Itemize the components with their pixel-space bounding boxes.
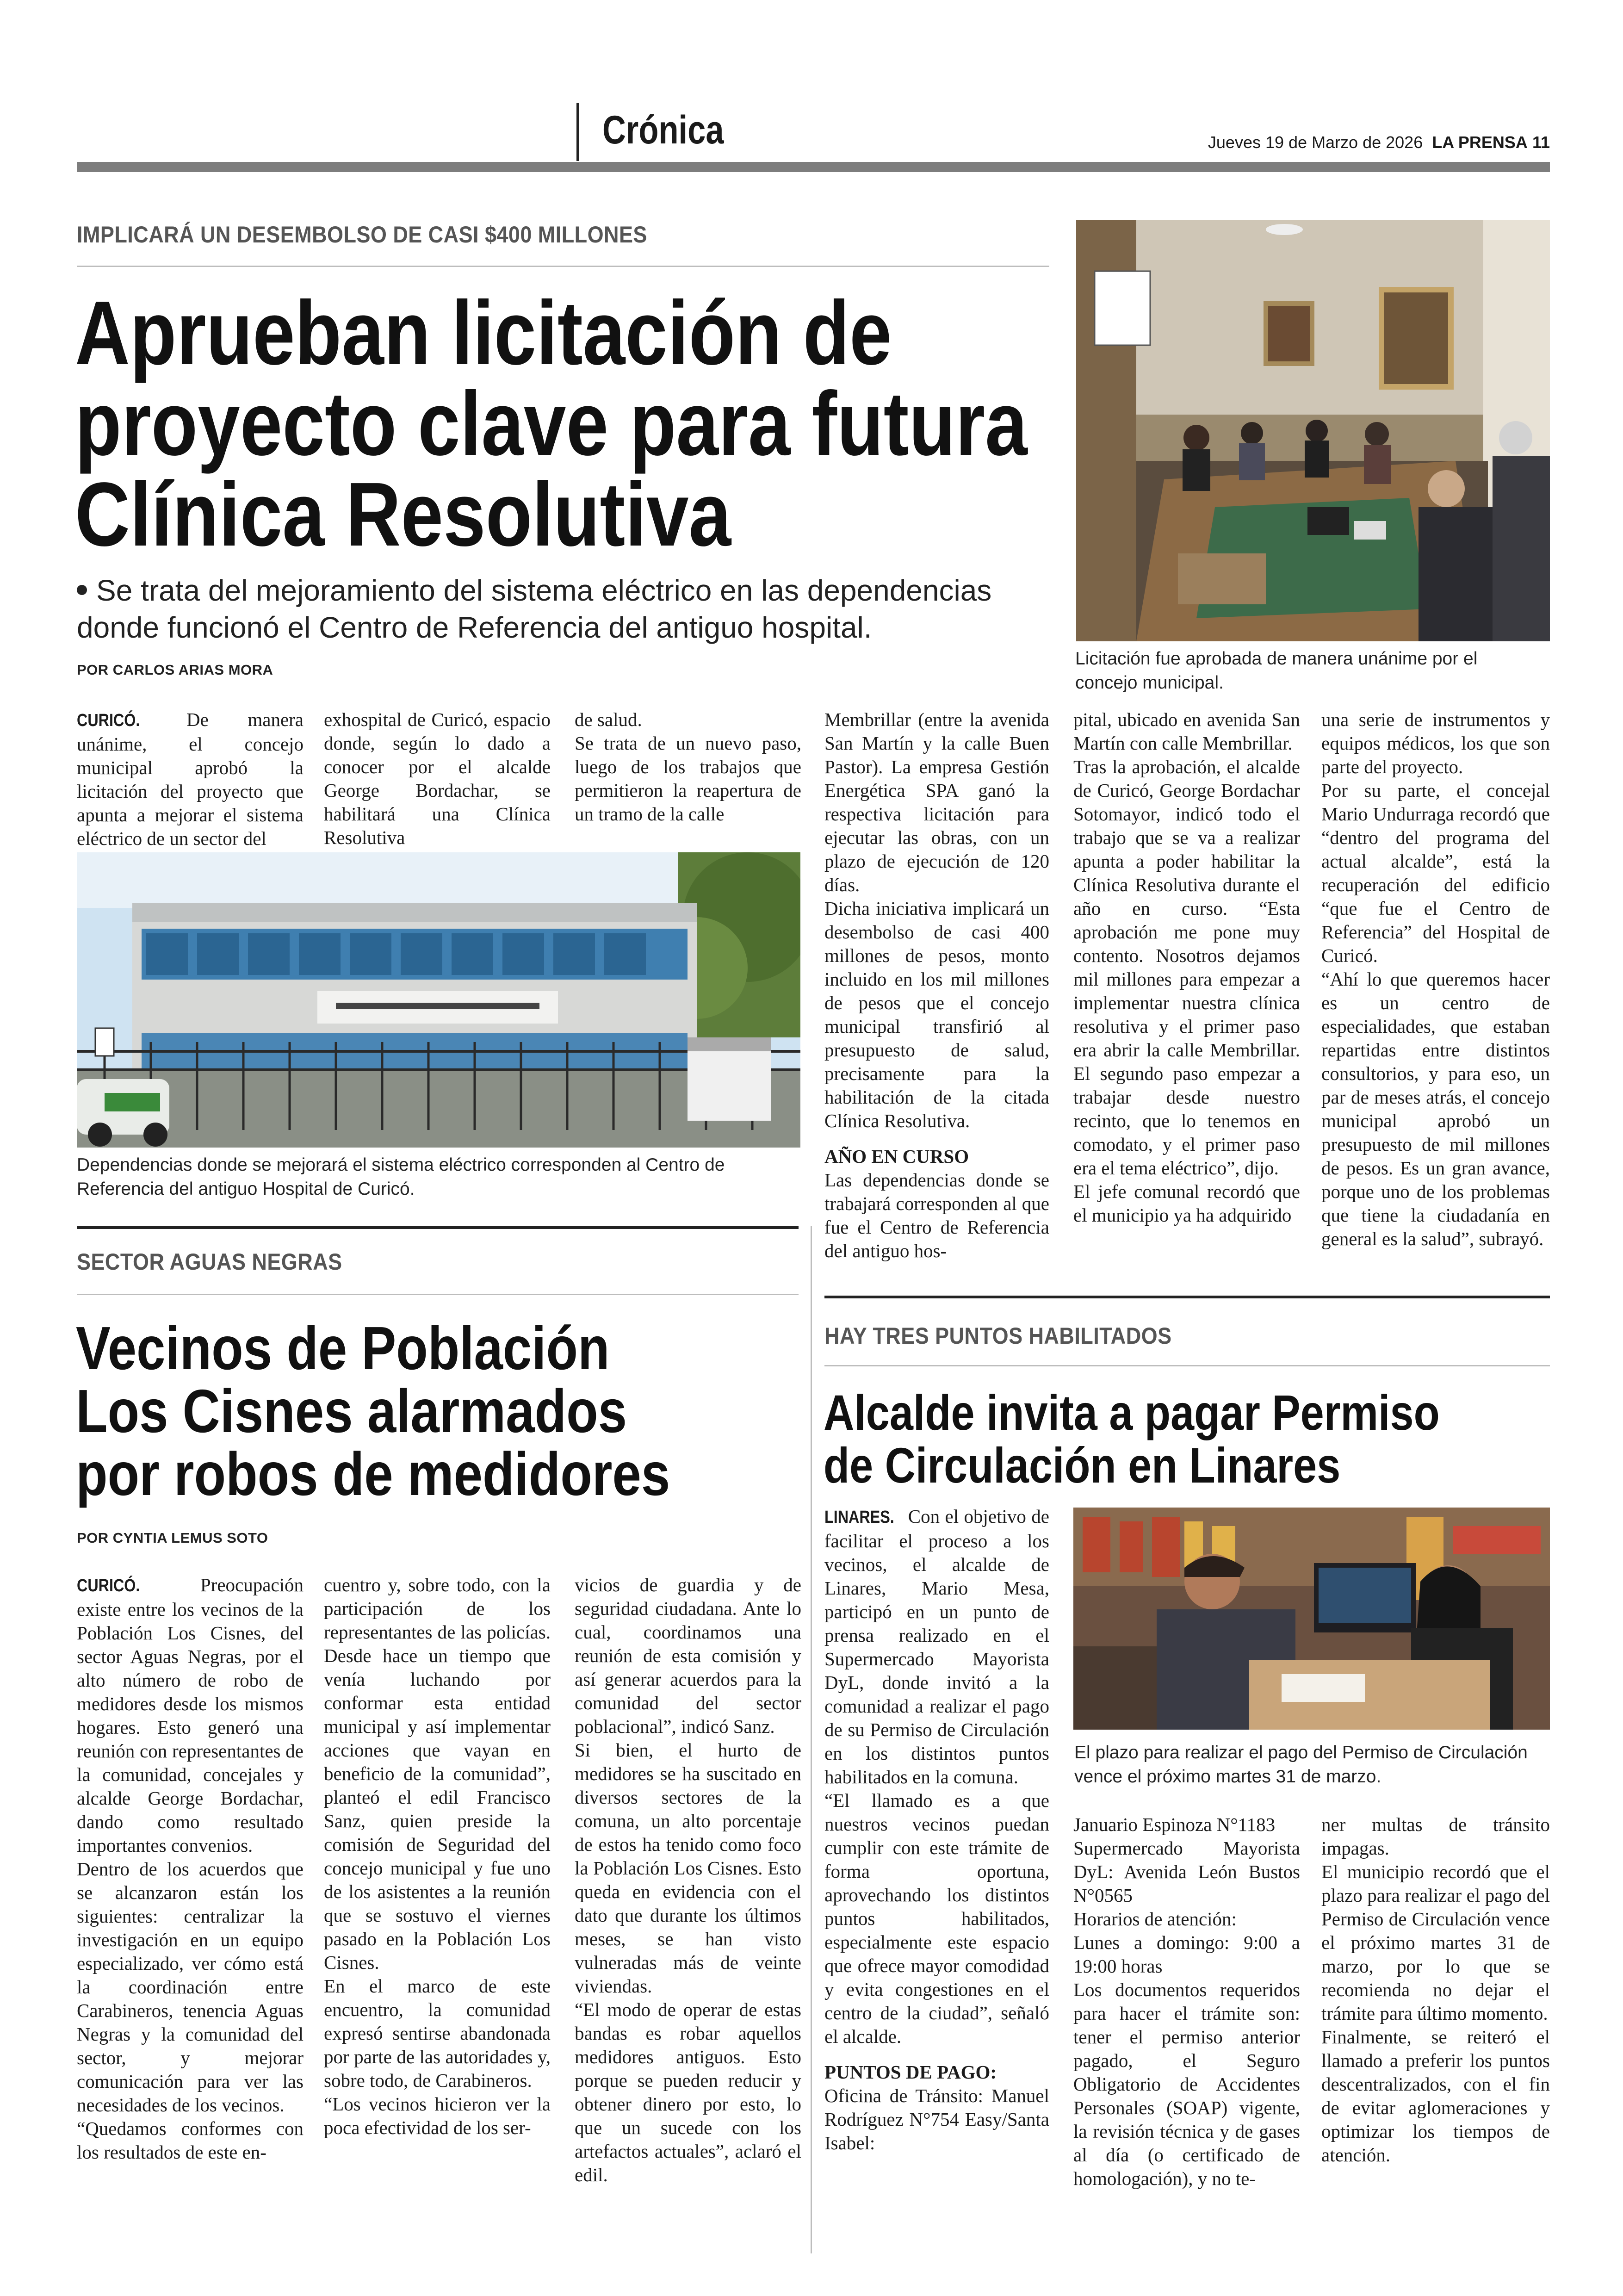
paragraph: Preocupación existe entre los vecinos de la Población Los Cisnes, del sector Aguas Negras, por el alto número de robo de medidores desde los mismos hogares. Esto generó una reunión con representantes de la comunidad, concejales y alcalde George Bordachar, dando como resultado importantes convenios. — [77, 1574, 304, 1856]
issue-date: Jueves 19 de Marzo de 2026 — [1208, 133, 1423, 152]
page-number: 11 — [1532, 133, 1550, 152]
article2-headline — [76, 1314, 816, 1508]
article1-col4 — [824, 708, 1049, 1263]
dateline: LINARES. — [824, 1508, 894, 1527]
article1-subhead: AÑO EN CURSO — [824, 1146, 969, 1167]
paragraph: Dentro de los acuerdos que se alcanzaron están los siguientes: centralizar la investigación en un equipo especializado, ver cómo está la coordinación entre Carabineros, tenencia Aguas Negras y la comunidad del sector, y mejorar comunicación para ver las necesidades de los vecinos. — [77, 1858, 304, 2116]
article3-kicker: HAY TRES PUNTOS HABILITADOS — [824, 1323, 1172, 1349]
paragraph: “Quedamos conformes con los resultados de este en- — [77, 2118, 304, 2163]
paragraph: De manera unánime, el concejo municipal aprobó la licitación del proyecto que apunta a mejorar el sistema eléctrico de un sector del — [77, 709, 304, 849]
headline-line: de Circulación en Linares — [824, 1437, 1341, 1493]
paragraph: Horarios de atención: — [1073, 1908, 1237, 1930]
paragraph: Dicha iniciativa implicará un desembolso de casi 400 millones de pesos, monto incluido en los mil millones de pesos que el concejo municipal transfirió al presupuesto de salud, precisamente para la habilitación de la citada Clínica Resolutiva. — [824, 898, 1049, 1131]
article3-subhead: PUNTOS DE PAGO: — [824, 2061, 997, 2083]
paragraph: Con el objetivo de facilitar el proceso a los vecinos, el alcalde de Linares, Mario Mesa, participó en un punto de prensa realizado en el Supermercado Mayorista DyL, donde invitó a la comunidad a realizar el pago de su Permiso de Circulación en los distintos puntos habilitados en la comuna. — [824, 1506, 1049, 1787]
paragraph: Supermercado Mayorista DyL: Avenida León Bustos N°0565 — [1073, 1837, 1300, 1906]
hospital-building-photo — [77, 852, 800, 1148]
paragraph: “El llamado es a que nuestros vecinos puedan cumplir con este trámite de forma oportuna, aprovechando los distintos puntos habilitados, especialmente este espacio que ofrece mayor comodidad y evita congestiones en el centro de la ciudad”, señaló el alcalde. — [824, 1790, 1049, 2047]
article1-kicker: IMPLICARÁ UN DESEMBOLSO DE CASI $400 MILLONES — [77, 222, 647, 248]
article1-col3 — [575, 708, 801, 826]
paragraph: Se trata de un nuevo paso, luego de los trabajos que permitieron la reapertura de un tramo de la calle — [575, 732, 801, 825]
paragraph: Januario Espinoza N°1183 — [1073, 1814, 1276, 1835]
paragraph: ner multas de tránsito impagas. — [1321, 1814, 1550, 1859]
paragraph: Finalmente, se reiteró el llamado a preferir los puntos descentralizados, con el fin de evitar aglomeraciones y optimizar los tiempos de atención. — [1321, 2026, 1550, 2166]
dateline: CURICÓ. — [77, 711, 140, 730]
paragraph: Los documentos requeridos para hacer el trámite son: tener el permiso anterior pagado, el Seguro Obligatorio de Accidentes Personales (SOAP) vigente, la revisión técnica y de gases al día (o certificado de homologación), y no te- — [1073, 1979, 1300, 2189]
paragraph: una serie de instrumentos y equipos médicos, los que son parte del proyecto. — [1321, 709, 1550, 777]
bullet-icon — [77, 585, 87, 595]
headline-line: Alcalde invita a pagar Permiso — [824, 1384, 1440, 1440]
headline-line: Vecinos de Población — [76, 1314, 610, 1382]
building-photo-caption: Dependencias donde se mejorará el sistema eléctrico corresponden al Centro de Referencia del antiguo Hospital de Curicó. — [77, 1155, 725, 1199]
article1-lead — [77, 572, 1058, 646]
article3-col3 — [1321, 1813, 1550, 2167]
section-name: Crónica — [602, 108, 724, 152]
kicker-rule — [77, 266, 1049, 267]
paragraph: “Ahí lo que queremos hacer es un centro de especialidades, que estaban repartidas entre distintos consultorios, y para eso, un par de meses atrás, el concejo municipal aprobó un presupuesto de mil millones de pesos. Es un gran avance, porque uno de los problemas que tiene la ciudadanía en general es la salud”, subrayó. — [1321, 968, 1550, 1249]
headline-line: Los Cisnes alarmados — [76, 1377, 627, 1445]
kicker-rule — [824, 1365, 1550, 1366]
paragraph: cuentro y, sobre todo, con la participación de los representantes de las policías. Desde hace un tiempo que venía luchando por conformar esta entidad municipal y así implementar acciones que vayan en beneficio de la comunidad”, planteó el edil Francisco Sanz, quien preside la comisión de Seguridad del concejo municipal y fue uno de los asistentes a la reunión que se sostuvo el viernes pasado en la Población Los Cisnes. — [324, 1574, 551, 1973]
paragraph: En el marco de este encuentro, la comunidad expresó sentirse abandonada por parte de las autoridades y, sobre todo, de Carabineros. — [324, 1975, 551, 2091]
kicker-rule — [77, 1294, 799, 1295]
paragraph: “Los vecinos hicieron ver la poca efectividad de los ser- — [324, 2093, 551, 2138]
paragraph: exhospital de Curicó, espacio donde, según lo dado a conocer por el alcalde George Bordachar, se habilitará una Clínica Resolutiva — [324, 709, 551, 848]
article3-col2 — [1073, 1813, 1300, 2191]
article1-col1 — [77, 708, 304, 850]
paragraph: Por su parte, el concejal Mario Undurraga recordó que “dentro del programa del actual alcalde”, está la recuperación del edificio “que fue el Centro de Referencia” del Hospital de Curicó. — [1321, 780, 1550, 966]
newspaper-name: LA PRENSA — [1432, 133, 1528, 152]
council-photo-caption: Licitación fue aprobada de manera unánime por el concejo municipal. — [1075, 649, 1478, 693]
paragraph: pital, ubicado en avenida San Martín con calle Membrillar. — [1073, 709, 1300, 754]
paragraph: Las dependencias donde se trabajará corresponden al que fue el Centro de Referencia del antiguo hos- — [824, 1169, 1049, 1261]
article1-col5 — [1073, 708, 1300, 1227]
headline-line: proyecto clave para futura — [75, 373, 1028, 474]
article2-col1 — [77, 1573, 304, 2164]
article3-col1 — [824, 1505, 1049, 2155]
council-meeting-photo — [1076, 220, 1550, 641]
paragraph: El jefe comunal recordó que el municipio ya ha adquirido — [1073, 1181, 1300, 1226]
article1-byline: POR CARLOS ARIAS MORA — [77, 662, 273, 678]
headline-line: Aprueban licitación de — [75, 282, 892, 384]
paragraph: Membrillar (entre la avenida San Martín y la calle Buen Pastor). La empresa Gestión Energética SPA ganó la respectiva licitación para ejecutar las obras, con un plazo de ejecución de 120 días. — [824, 709, 1049, 895]
paragraph: El municipio recordó que el plazo para realizar el pago del Permiso de Circulación vence el próximo martes 31 de marzo, por lo que se recomienda no dejar el trámite para último momento. — [1321, 1861, 1550, 2024]
article2-byline: POR CYNTIA LEMUS SOTO — [77, 1530, 268, 1546]
article1-col2 — [324, 708, 551, 850]
section-divider — [576, 103, 579, 161]
section-rule — [77, 1226, 799, 1229]
paragraph: vicios de guardia y de seguridad ciudadana. Ante lo cual, coordinamos una reunión de esta comisión y así generar acuerdos para la comunidad del sector poblacional”, indicó Sanz. — [575, 1574, 801, 1737]
article2-col3 — [575, 1573, 801, 2187]
paragraph: “El modo de operar de estas bandas es robar aquellos medidores antiguos. Esto porque se pueden reducir y obtener dinero por esto, lo que un sucede con los artefactos actuales”, aclaró el edil. — [575, 1999, 801, 2185]
page-header-meta — [1208, 133, 1550, 152]
headline-line: Clínica Resolutiva — [75, 464, 731, 565]
header-rule — [77, 162, 1550, 172]
paragraph: Si bien, el hurto de medidores se ha suscitado en diversos sectores de la comuna, un alto porcentaje de estos ha tenido como foco la Población Los Cisnes. Esto queda en evidencia con el dato que durante los últimos meses, se han visto vulneradas más de veinte viviendas. — [575, 1739, 801, 1997]
paragraph: Tras la aprobación, el alcalde de Curicó, George Bordachar Sotomayor, indicó todo el trabajo que se va a realizar apunta a poder habilitar la Clínica Resolutiva durante el año en curso. “Esta aprobación me pone muy contento. Nosotros dejamos mil millones para empezar a implementar nuestra clínica resolutiva y el primer paso era abrir la calle Membrillar. El segundo paso empezar a trabajar desde nuestro recinto, que lo tenemos en comodato, y el primer paso era el tema eléctrico”, dijo. — [1073, 756, 1300, 1179]
paragraph: Lunes a domingo: 9:00 a 19:00 horas — [1073, 1932, 1300, 1977]
article2-kicker: SECTOR AGUAS NEGRAS — [77, 1249, 342, 1275]
article3-headline — [824, 1386, 1587, 1492]
lead-text: Se trata del mejoramiento del sistema eléctrico en las dependencias donde funcionó el Centro de Referencia del antiguo hospital. — [77, 574, 992, 644]
payment-counter-photo — [1073, 1508, 1550, 1730]
article1-col6 — [1321, 708, 1550, 1251]
article2-col2 — [324, 1573, 551, 2140]
article1-headline — [75, 282, 1093, 565]
paragraph: Oficina de Tránsito: Manuel Rodríguez N°754 Easy/Santa Isabel: — [824, 2085, 1049, 2153]
dateline: CURICÓ. — [77, 1576, 140, 1595]
section-rule — [824, 1296, 1550, 1298]
paragraph: de salud. — [575, 709, 642, 730]
headline-line: por robos de medidores — [76, 1440, 670, 1508]
payment-photo-caption: El plazo para realizar el pago del Permiso de Circulación vence el próximo martes 31 de marzo. — [1074, 1743, 1528, 1787]
